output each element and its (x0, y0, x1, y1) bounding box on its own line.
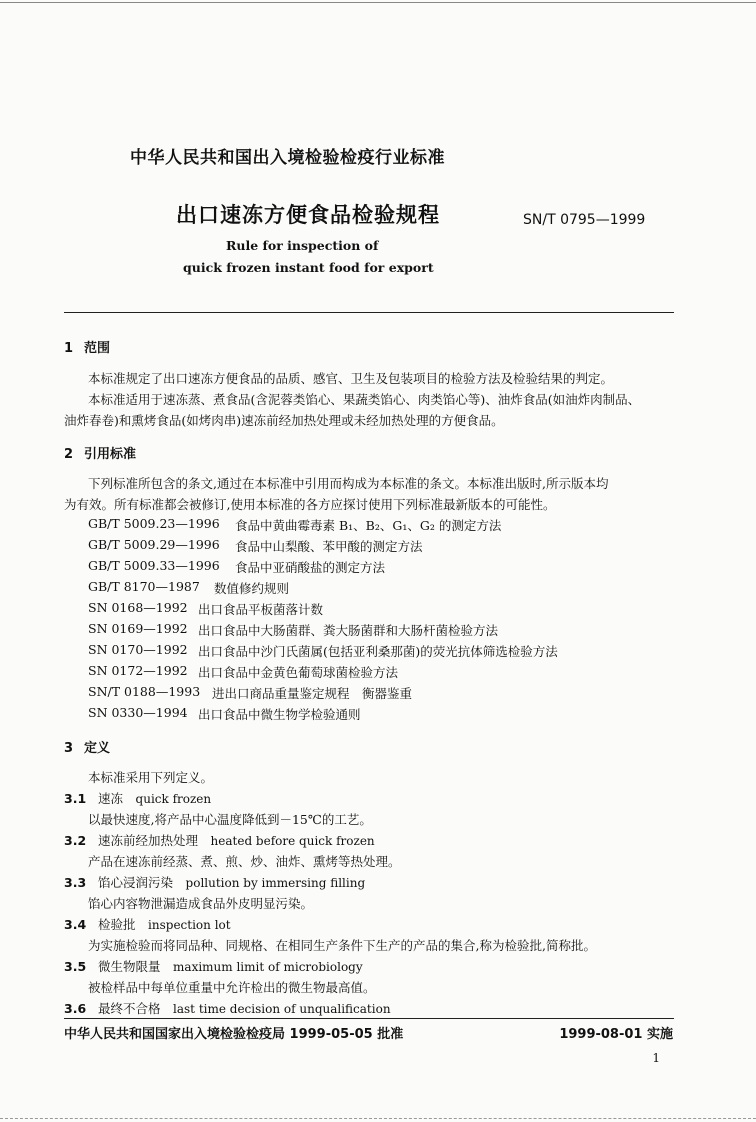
definition-heading (64, 789, 211, 807)
paragraph: 油炸春卷)和熏烤食品(如烤肉串)速冻前经加热处理或未经加热处理的方便食品。 (64, 413, 504, 428)
section-3-heading (64, 737, 110, 756)
definition-text: 为实施检验而将同品种、同规格、在相同生产条件下生产的产品的集合,称为检验批,简称批。 (88, 938, 596, 953)
reference-title: 出口食品中金黄色葡萄球菌检验方法 (198, 665, 399, 680)
reference-title: 进出口商品重量鉴定规程 衡器鉴重 (212, 686, 413, 701)
reference-code: SN 0170—1992 (88, 642, 188, 657)
page-bottom-edge (0, 1118, 756, 1119)
reference-title: 出口食品平板菌落计数 (198, 602, 324, 617)
section-2-heading (64, 443, 136, 462)
standard-code: SN/T 0795—1999 (523, 212, 646, 228)
section-1-heading (64, 337, 110, 356)
header-divider (64, 312, 674, 313)
definition-term-en: pollution by immersing filling (185, 876, 366, 890)
section-title: 引用标准 (84, 447, 137, 462)
paragraph: 下列标准所包含的条文,通过在本标准中引用而构成为本标准的条文。本标准出版时,所示版本均 (88, 476, 609, 491)
definition-term: 馅心浸润污染 (98, 875, 174, 890)
section-number: 1 (64, 341, 74, 356)
page-number: 1 (652, 1051, 660, 1065)
definition-term-en: last time decision of unqualification (173, 1002, 391, 1016)
definition-term: 微生物限量 (98, 959, 161, 974)
reference-code: GB/T 5009.23—1996 (88, 516, 220, 531)
definition-heading (64, 873, 365, 891)
definition-number: 3.5 (64, 959, 87, 974)
reference-code: SN 0168—1992 (88, 600, 188, 615)
reference-title: 食品中山梨酸、苯甲酸的测定方法 (235, 539, 423, 554)
section-number: 3 (64, 741, 74, 756)
section-title: 范围 (84, 341, 111, 356)
definition-text: 馅心内容物泄漏造成食品外皮明显污染。 (88, 896, 314, 911)
english-title-line-2: quick frozen instant food for export (183, 260, 434, 275)
definition-heading (64, 831, 375, 849)
definition-number: 3.1 (64, 791, 87, 806)
paragraph: 本标准采用下列定义。 (88, 770, 214, 785)
definition-term-en: maximum limit of microbiology (173, 960, 363, 974)
reference-code: SN 0169—1992 (88, 621, 188, 636)
definition-number: 3.2 (64, 833, 87, 848)
definition-text: 产品在速冻前经蒸、煮、煎、炒、油炸、熏烤等热处理。 (88, 854, 401, 869)
reference-title: 数值修约规则 (214, 581, 290, 596)
definition-term: 检验批 (98, 917, 136, 932)
definition-text: 以最快速度,将产品中心温度降低到－15℃的工艺。 (88, 812, 372, 827)
reference-code: SN 0330—1994 (88, 705, 188, 720)
reference-code: GB/T 8170—1987 (88, 579, 200, 594)
reference-title: 出口食品中大肠菌群、粪大肠菌群和大肠杆菌检验方法 (198, 623, 499, 638)
reference-code: SN/T 0188—1993 (88, 684, 201, 699)
definition-term: 速冻 (98, 791, 124, 806)
reference-title: 出口食品中沙门氏菌属(包括亚利桑那菌)的荧光抗体筛选检验方法 (198, 644, 558, 659)
implementation-date: 1999-08-01 实施 (559, 1027, 673, 1042)
reference-title: 出口食品中微生物学检验通则 (198, 707, 361, 722)
page-top-edge (0, 2, 756, 3)
paragraph: 本标准规定了出口速冻方便食品的品质、感官、卫生及包装项目的检验方法及检验结果的判定。 (88, 371, 614, 386)
reference-code: GB/T 5009.29—1996 (88, 537, 220, 552)
reference-code: GB/T 5009.33—1996 (88, 558, 220, 573)
definition-heading (64, 915, 231, 933)
definition-number: 3.3 (64, 875, 87, 890)
footer-divider (64, 1018, 674, 1019)
definition-heading (64, 999, 391, 1017)
definition-term-en: heated before quick frozen (210, 834, 375, 848)
reference-title: 食品中黄曲霉毒素 B₁、B₂、G₁、G₂ 的测定方法 (235, 518, 502, 533)
paragraph: 为有效。所有标准都会被修订,使用本标准的各方应探讨使用下列标准最新版本的可能性。 (64, 497, 556, 512)
paragraph: 本标准适用于速冻蒸、煮食品(含泥蓉类馅心、果蔬类馅心、肉类馅心等)、油炸食品(如油炸肉制品、 (88, 392, 641, 407)
section-title: 定义 (84, 741, 111, 756)
reference-code: SN 0172—1992 (88, 663, 188, 678)
definition-term: 最终不合格 (98, 1001, 161, 1016)
definition-term-en: quick frozen (135, 792, 212, 806)
document-title: 出口速冻方便食品检验规程 (176, 203, 440, 227)
reference-title: 食品中亚硝酸盐的测定方法 (235, 560, 386, 575)
definition-number: 3.4 (64, 917, 87, 932)
definition-heading (64, 957, 363, 975)
section-number: 2 (64, 447, 74, 462)
approval-statement: 中华人民共和国国家出入境检验检疫局 1999-05-05 批准 (64, 1027, 404, 1042)
english-title-line-1: Rule for inspection of (226, 238, 379, 253)
definition-text: 被检样品中每单位重量中允许检出的微生物最高值。 (88, 980, 376, 995)
standard-category-title: 中华人民共和国出入境检验检疫行业标准 (130, 148, 445, 168)
definition-term-en: inspection lot (148, 918, 231, 932)
definition-number: 3.6 (64, 1001, 87, 1016)
definition-term: 速冻前经加热处理 (98, 833, 199, 848)
